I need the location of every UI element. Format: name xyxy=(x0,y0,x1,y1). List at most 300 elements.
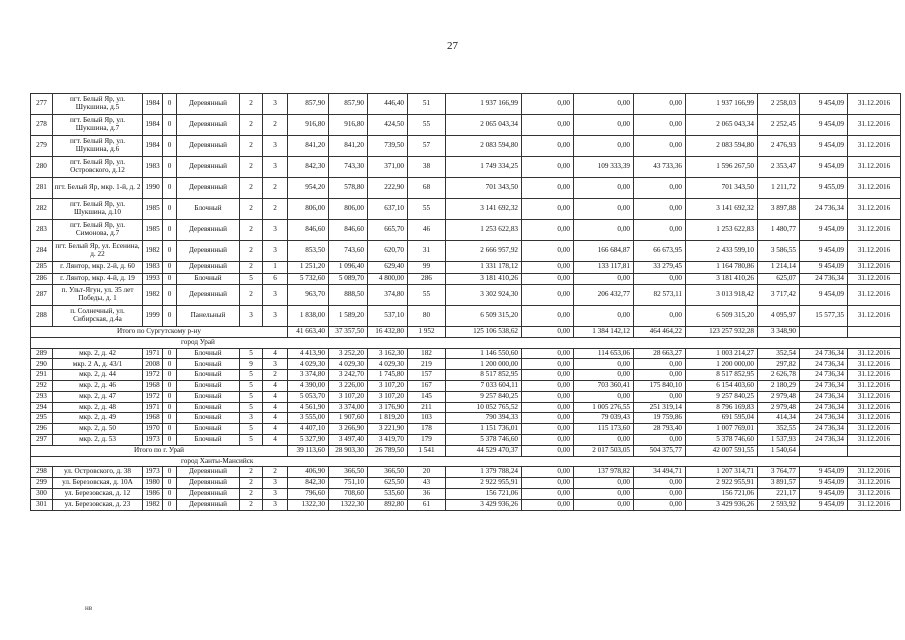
cell-date: 31.12.2016 xyxy=(848,115,901,136)
cell-mat: Блочный xyxy=(177,424,240,435)
cell-f4: 1 200 000,00 xyxy=(686,359,758,370)
cell-a1: 3 374,80 xyxy=(288,370,329,381)
cell-a1: 846,60 xyxy=(288,220,329,241)
cell-f3: 0,00 xyxy=(634,199,686,220)
table-row xyxy=(31,348,901,359)
cell-f2: 79 039,43 xyxy=(574,413,634,424)
cell-unit: 221,17 xyxy=(758,488,800,499)
cell-c4: 0 xyxy=(163,241,177,262)
cell-fl: 2 xyxy=(240,157,263,178)
cell-unit: 2 626,78 xyxy=(758,370,800,381)
cell-lim: 24 736,34 xyxy=(800,370,848,381)
cell-cost: 2 666 957,92 xyxy=(446,241,522,262)
cell-year: 1983 xyxy=(143,157,163,178)
cell-mat: Блочный xyxy=(177,380,240,391)
cell-a2: 857,90 xyxy=(329,94,368,115)
cell-res: 36 xyxy=(408,488,446,499)
cell-date: 31.12.2016 xyxy=(848,391,901,402)
cell-a2: 3 374,00 xyxy=(329,402,368,413)
cell-a1: 796,60 xyxy=(288,488,329,499)
cell-res: 103 xyxy=(408,413,446,424)
cell-a3: 3 419,70 xyxy=(368,434,408,445)
cell-year: 2008 xyxy=(143,359,163,370)
cell-en: 6 xyxy=(263,273,288,285)
cell-f1: 0,00 xyxy=(522,380,574,391)
cell-f4: 3 013 918,42 xyxy=(686,285,758,306)
cell-f4: 3 181 410,26 xyxy=(686,273,758,285)
cell-res: 145 xyxy=(408,391,446,402)
cell-f4: 1 003 214,27 xyxy=(686,348,758,359)
cell-c4: 0 xyxy=(163,499,177,510)
cell-a3: 625,50 xyxy=(368,478,408,489)
cell-lim: 24 736,34 xyxy=(800,434,848,445)
cell-fl: 3 xyxy=(240,306,263,327)
cell-mat: Деревянный xyxy=(177,488,240,499)
cell-year: 1971 xyxy=(143,402,163,413)
cell-en: 4 xyxy=(263,391,288,402)
cell-date: 31.12.2016 xyxy=(848,359,901,370)
cell-a2: 708,60 xyxy=(329,488,368,499)
cell-a2: 806,00 xyxy=(329,199,368,220)
total-a2: 28 903,30 xyxy=(329,445,368,456)
cell-mat: Блочный xyxy=(177,391,240,402)
cell-a2: 1 589,20 xyxy=(329,306,368,327)
cell-en: 2 xyxy=(263,115,288,136)
cell-lim: 24 736,34 xyxy=(800,380,848,391)
cell-lim: 24 736,34 xyxy=(800,413,848,424)
cell-mat: Блочный xyxy=(177,402,240,413)
cell-res: 157 xyxy=(408,370,446,381)
cell-c4: 0 xyxy=(163,380,177,391)
cell-res: 57 xyxy=(408,136,446,157)
cell-lim: 9 454,09 xyxy=(800,262,848,274)
cell-f3: 0,00 xyxy=(634,488,686,499)
cell-f3: 0,00 xyxy=(634,391,686,402)
cell-f4: 1 164 780,86 xyxy=(686,262,758,274)
cell-fl: 5 xyxy=(240,370,263,381)
cell-no: 283 xyxy=(31,220,53,241)
cell-cost: 1 200 000,00 xyxy=(446,359,522,370)
cell-f2: 0,00 xyxy=(574,306,634,327)
cell-a1: 1322,30 xyxy=(288,499,329,510)
cell-cost: 3 141 692,32 xyxy=(446,199,522,220)
cell-year: 1982 xyxy=(143,499,163,510)
cell-mat: Блочный xyxy=(177,199,240,220)
cell-unit: 1 480,77 xyxy=(758,220,800,241)
cell-cost: 1 379 788,24 xyxy=(446,467,522,478)
cell-f4: 1 596 267,50 xyxy=(686,157,758,178)
table-row xyxy=(31,199,901,220)
footer-mark: нв xyxy=(85,604,93,612)
cell-addr: пгт. Белый Яр, ул. Есенина, д. 22 xyxy=(53,241,143,262)
cell-year: 1999 xyxy=(143,306,163,327)
cell-f1: 0,00 xyxy=(522,273,574,285)
cell-addr: п. Солнечный, ул. Сибирская, д.4а xyxy=(53,306,143,327)
cell-en: 3 xyxy=(263,488,288,499)
cell-lim: 24 736,34 xyxy=(800,402,848,413)
cell-date: 31.12.2016 xyxy=(848,273,901,285)
cell-a3: 3 107,20 xyxy=(368,380,408,391)
cell-fl: 5 xyxy=(240,434,263,445)
cell-cost: 790 394,33 xyxy=(446,413,522,424)
cell-unit: 1 214,14 xyxy=(758,262,800,274)
cell-cost: 7 033 604,11 xyxy=(446,380,522,391)
cell-en: 3 xyxy=(263,478,288,489)
total-a1: 39 113,60 xyxy=(288,445,329,456)
cell-f2: 0,00 xyxy=(574,478,634,489)
cell-year: 1985 xyxy=(143,220,163,241)
cell-a1: 853,50 xyxy=(288,241,329,262)
cell-f1: 0,00 xyxy=(522,285,574,306)
cell-no: 296 xyxy=(31,424,53,435)
cell-f1: 0,00 xyxy=(522,499,574,510)
cell-a1: 963,70 xyxy=(288,285,329,306)
cell-addr: п. Ульт-Ягун, ул. 35 лет Победы, д. 1 xyxy=(53,285,143,306)
total-f3: 464 464,22 xyxy=(634,327,686,338)
cell-c4: 0 xyxy=(163,359,177,370)
cell-c4: 0 xyxy=(163,413,177,424)
cell-en: 3 xyxy=(263,94,288,115)
cell-a2: 1 096,40 xyxy=(329,262,368,274)
cell-cost: 5 378 746,60 xyxy=(446,434,522,445)
cell-date: 31.12.2016 xyxy=(848,348,901,359)
cell-mat: Блочный xyxy=(177,370,240,381)
table-row xyxy=(31,273,901,285)
cell-date: 31.12.2016 xyxy=(848,306,901,327)
cell-year: 1985 xyxy=(143,199,163,220)
cell-a3: 1 819,20 xyxy=(368,413,408,424)
cell-f1: 0,00 xyxy=(522,157,574,178)
cell-cost: 3 302 924,30 xyxy=(446,285,522,306)
cell-a2: 3 242,70 xyxy=(329,370,368,381)
table-row xyxy=(31,402,901,413)
cell-unit: 2 258,03 xyxy=(758,94,800,115)
cell-a1: 5 732,60 xyxy=(288,273,329,285)
cell-mat: Блочный xyxy=(177,413,240,424)
cell-f1: 0,00 xyxy=(522,424,574,435)
cell-lim: 9 454,09 xyxy=(800,157,848,178)
cell-addr: пгт. Белый Яр, ул. Островского, д.12 xyxy=(53,157,143,178)
cell-res: 286 xyxy=(408,273,446,285)
cell-f3: 19 759,86 xyxy=(634,413,686,424)
cell-f1: 0,00 xyxy=(522,359,574,370)
city-header-row xyxy=(31,456,901,467)
cell-res: 38 xyxy=(408,157,446,178)
cell-f3: 0,00 xyxy=(634,136,686,157)
cell-mat: Панельный xyxy=(177,306,240,327)
cell-lim: 9 455,09 xyxy=(800,178,848,199)
cell-res: 51 xyxy=(408,94,446,115)
cell-date: 31.12.2016 xyxy=(848,424,901,435)
cell-f4: 691 595,04 xyxy=(686,413,758,424)
total-f2: 1 384 142,12 xyxy=(574,327,634,338)
cell-year: 1968 xyxy=(143,413,163,424)
cell-fl: 2 xyxy=(240,136,263,157)
cell-f4: 2 922 955,91 xyxy=(686,478,758,489)
cell-res: 80 xyxy=(408,306,446,327)
cell-cost: 9 257 840,25 xyxy=(446,391,522,402)
cell-en: 3 xyxy=(263,499,288,510)
cell-fl: 2 xyxy=(240,199,263,220)
cell-f4: 1 207 314,71 xyxy=(686,467,758,478)
cell-mat: Блочный xyxy=(177,434,240,445)
cell-a1: 5 053,70 xyxy=(288,391,329,402)
cell-unit: 3 717,42 xyxy=(758,285,800,306)
cell-f1: 0,00 xyxy=(522,467,574,478)
cell-a2: 366,50 xyxy=(329,467,368,478)
cell-cost: 1 937 166,99 xyxy=(446,94,522,115)
cell-a1: 5 327,90 xyxy=(288,434,329,445)
cell-f4: 156 721,06 xyxy=(686,488,758,499)
cell-f2: 109 333,39 xyxy=(574,157,634,178)
cell-cost: 2 083 594,80 xyxy=(446,136,522,157)
cell-fl: 2 xyxy=(240,241,263,262)
cell-a3: 4 029,30 xyxy=(368,359,408,370)
cell-f3: 34 494,71 xyxy=(634,467,686,478)
total-res: 1 952 xyxy=(408,327,446,338)
cell-c4: 0 xyxy=(163,488,177,499)
cell-fl: 5 xyxy=(240,391,263,402)
cell-fl: 2 xyxy=(240,488,263,499)
cell-a2: 888,50 xyxy=(329,285,368,306)
cell-mat: Деревянный xyxy=(177,178,240,199)
cell-a1: 4 029,30 xyxy=(288,359,329,370)
page-number: 27 xyxy=(447,40,458,52)
cell-a3: 3 176,90 xyxy=(368,402,408,413)
city-header-row xyxy=(31,337,901,348)
table-row xyxy=(31,359,901,370)
table-row xyxy=(31,115,901,136)
cell-f1: 0,00 xyxy=(522,402,574,413)
cell-f2: 0,00 xyxy=(574,273,634,285)
cell-f4: 1 937 166,99 xyxy=(686,94,758,115)
cell-lim: 15 577,35 xyxy=(800,306,848,327)
cell-a1: 4 413,90 xyxy=(288,348,329,359)
cell-res: 211 xyxy=(408,402,446,413)
cell-no: 291 xyxy=(31,370,53,381)
cell-a1: 857,90 xyxy=(288,94,329,115)
cell-year: 1973 xyxy=(143,434,163,445)
cell-f4: 2 065 043,34 xyxy=(686,115,758,136)
cell-a1: 1 838,00 xyxy=(288,306,329,327)
table-row xyxy=(31,424,901,435)
cell-res: 68 xyxy=(408,178,446,199)
cell-addr: мкр. 2 А, д. 43/1 xyxy=(53,359,143,370)
cell-addr: мкр. 2, д. 47 xyxy=(53,391,143,402)
cell-f3: 0,00 xyxy=(634,220,686,241)
table-row xyxy=(31,262,901,274)
cell-no: 294 xyxy=(31,402,53,413)
cell-fl: 2 xyxy=(240,115,263,136)
cell-c4: 0 xyxy=(163,370,177,381)
cell-f3: 0,00 xyxy=(634,499,686,510)
cell-no: 292 xyxy=(31,380,53,391)
cell-c4: 0 xyxy=(163,178,177,199)
cell-en: 3 xyxy=(263,359,288,370)
cell-lim: 9 454,09 xyxy=(800,499,848,510)
table-row xyxy=(31,136,901,157)
cell-date: 31.12.2016 xyxy=(848,370,901,381)
cell-a2: 3 226,00 xyxy=(329,380,368,391)
cell-lim: 24 736,34 xyxy=(800,359,848,370)
total-empty xyxy=(800,327,848,338)
cell-addr: мкр. 2, д. 53 xyxy=(53,434,143,445)
cell-date: 31.12.2016 xyxy=(848,241,901,262)
cell-f2: 0,00 xyxy=(574,94,634,115)
cell-addr: ул. Березовская, д. 23 xyxy=(53,499,143,510)
cell-f4: 2 433 599,10 xyxy=(686,241,758,262)
cell-date: 31.12.2016 xyxy=(848,402,901,413)
cell-a1: 841,20 xyxy=(288,136,329,157)
cell-f1: 0,00 xyxy=(522,94,574,115)
cell-year: 1982 xyxy=(143,285,163,306)
cell-no: 281 xyxy=(31,178,53,199)
table-row xyxy=(31,370,901,381)
cell-mat: Блочный xyxy=(177,348,240,359)
total-cost: 44 529 470,37 xyxy=(446,445,522,456)
cell-a1: 3 555,00 xyxy=(288,413,329,424)
cell-f2: 206 432,77 xyxy=(574,285,634,306)
cell-f1: 0,00 xyxy=(522,413,574,424)
cell-unit: 2 979,48 xyxy=(758,391,800,402)
cell-en: 2 xyxy=(263,178,288,199)
cell-f2: 114 653,06 xyxy=(574,348,634,359)
cell-res: 99 xyxy=(408,262,446,274)
cell-a3: 366,50 xyxy=(368,467,408,478)
cell-a3: 537,10 xyxy=(368,306,408,327)
cell-f3: 0,00 xyxy=(634,478,686,489)
cell-a2: 743,60 xyxy=(329,241,368,262)
total-a3: 26 789,50 xyxy=(368,445,408,456)
cell-cost: 2 065 043,34 xyxy=(446,115,522,136)
cell-no: 290 xyxy=(31,359,53,370)
cell-date: 31.12.2016 xyxy=(848,467,901,478)
cell-f4: 1 253 622,83 xyxy=(686,220,758,241)
cell-addr: пгт. Белый Яр, мкр. 1-й, д. 2 xyxy=(53,178,143,199)
cell-c4: 0 xyxy=(163,273,177,285)
cell-no: 279 xyxy=(31,136,53,157)
cell-f3: 66 673,95 xyxy=(634,241,686,262)
cell-lim: 24 736,34 xyxy=(800,273,848,285)
cell-mat: Деревянный xyxy=(177,467,240,478)
table-row xyxy=(31,285,901,306)
cell-f3: 0,00 xyxy=(634,370,686,381)
cell-mat: Деревянный xyxy=(177,220,240,241)
cell-fl: 2 xyxy=(240,285,263,306)
cell-a3: 446,40 xyxy=(368,94,408,115)
cell-c4: 0 xyxy=(163,434,177,445)
cell-unit: 2 593,92 xyxy=(758,499,800,510)
cell-unit: 2 979,48 xyxy=(758,402,800,413)
cell-year: 1972 xyxy=(143,370,163,381)
cell-f2: 137 978,82 xyxy=(574,467,634,478)
cell-c4: 0 xyxy=(163,478,177,489)
cell-fl: 5 xyxy=(240,348,263,359)
table-row xyxy=(31,413,901,424)
cell-c4: 0 xyxy=(163,391,177,402)
cell-en: 3 xyxy=(263,220,288,241)
cell-a3: 739,50 xyxy=(368,136,408,157)
cell-lim: 9 454,09 xyxy=(800,94,848,115)
total-empty xyxy=(848,445,901,456)
cell-unit: 1 537,93 xyxy=(758,434,800,445)
cell-addr: мкр. 2, д. 50 xyxy=(53,424,143,435)
cell-a2: 751,10 xyxy=(329,478,368,489)
cell-unit: 3 897,88 xyxy=(758,199,800,220)
cell-no: 282 xyxy=(31,199,53,220)
cell-a1: 4 561,90 xyxy=(288,402,329,413)
cell-no: 278 xyxy=(31,115,53,136)
city-header: город Ханты-Мансийск xyxy=(31,456,901,467)
cell-a3: 424,50 xyxy=(368,115,408,136)
cell-addr: мкр. 2, д. 49 xyxy=(53,413,143,424)
cell-res: 20 xyxy=(408,467,446,478)
cell-f4: 8 796 169,83 xyxy=(686,402,758,413)
cell-unit: 4 095,97 xyxy=(758,306,800,327)
cell-a2: 841,20 xyxy=(329,136,368,157)
cell-unit: 2 180,29 xyxy=(758,380,800,391)
cell-a2: 3 266,90 xyxy=(329,424,368,435)
cell-f1: 0,00 xyxy=(522,199,574,220)
cell-res: 55 xyxy=(408,199,446,220)
cell-a3: 3 107,20 xyxy=(368,391,408,402)
cell-f3: 0,00 xyxy=(634,115,686,136)
cell-no: 295 xyxy=(31,413,53,424)
cell-c4: 0 xyxy=(163,199,177,220)
cell-lim: 9 454,09 xyxy=(800,115,848,136)
cell-c4: 0 xyxy=(163,136,177,157)
cell-date: 31.12.2016 xyxy=(848,220,901,241)
cell-c4: 0 xyxy=(163,402,177,413)
cell-cost: 1 151 736,01 xyxy=(446,424,522,435)
cell-unit: 352,55 xyxy=(758,424,800,435)
cell-f2: 0,00 xyxy=(574,499,634,510)
cell-addr: пгт. Белый Яр, ул. Шукшина, д.10 xyxy=(53,199,143,220)
cell-no: 299 xyxy=(31,478,53,489)
cell-no: 289 xyxy=(31,348,53,359)
cell-en: 4 xyxy=(263,348,288,359)
cell-year: 1968 xyxy=(143,380,163,391)
cell-lim: 24 736,34 xyxy=(800,199,848,220)
cell-addr: мкр. 2, д. 42 xyxy=(53,348,143,359)
total-row xyxy=(31,327,901,338)
cell-f3: 0,00 xyxy=(634,94,686,115)
cell-a1: 806,00 xyxy=(288,199,329,220)
cell-unit: 3 891,57 xyxy=(758,478,800,489)
cell-no: 277 xyxy=(31,94,53,115)
cell-f3: 33 279,45 xyxy=(634,262,686,274)
cell-fl: 5 xyxy=(240,380,263,391)
housing-register-table xyxy=(30,93,900,511)
cell-year: 1983 xyxy=(143,262,163,274)
cell-f3: 175 840,10 xyxy=(634,380,686,391)
cell-f3: 0,00 xyxy=(634,359,686,370)
cell-res: 55 xyxy=(408,285,446,306)
cell-a3: 629,40 xyxy=(368,262,408,274)
cell-res: 167 xyxy=(408,380,446,391)
cell-date: 31.12.2016 xyxy=(848,157,901,178)
cell-addr: мкр. 2, д. 46 xyxy=(53,380,143,391)
cell-f3: 28 793,40 xyxy=(634,424,686,435)
cell-c4: 0 xyxy=(163,262,177,274)
table-row xyxy=(31,94,901,115)
total-f1: 0,00 xyxy=(522,327,574,338)
cell-lim: 9 454,09 xyxy=(800,241,848,262)
cell-f3: 43 733,36 xyxy=(634,157,686,178)
cell-no: 301 xyxy=(31,499,53,510)
cell-no: 285 xyxy=(31,262,53,274)
total-unit: 1 540,64 xyxy=(758,445,800,456)
